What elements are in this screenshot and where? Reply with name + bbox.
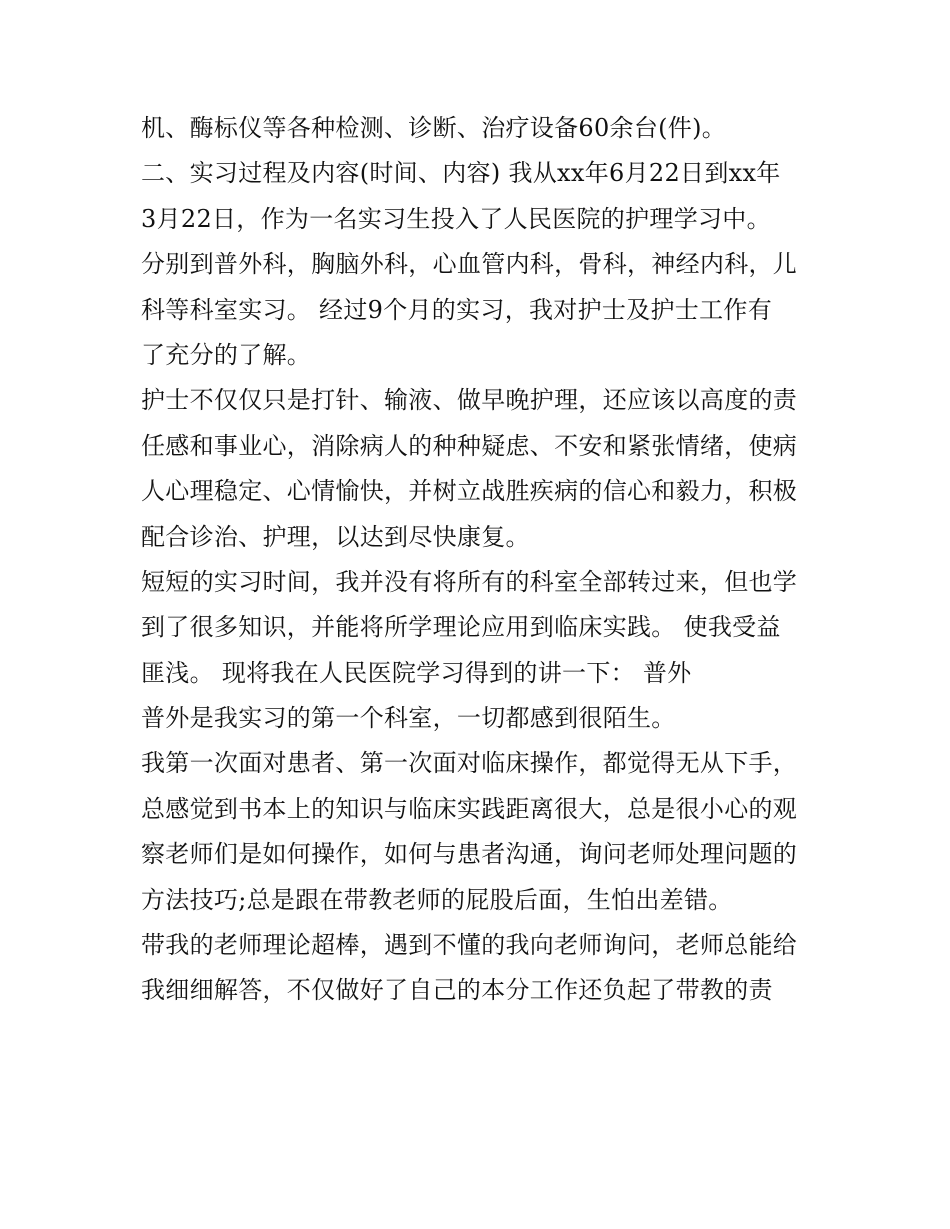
text-line: 我细细解答，不仅做好了自己的本分工作还负起了带教的责 xyxy=(141,976,773,1005)
text-line: 护士不仅仅只是打针、输液、做早晚护理，还应该以高度的责 xyxy=(141,386,798,415)
text-line: 总感觉到书本上的知识与临床实践距离很大，总是很小心的观 xyxy=(141,794,798,823)
text-line: 方法技巧;总是跟在带教老师的屁股后面，生怕出差错。 xyxy=(141,885,733,914)
text-line: 短短的实习时间，我并没有将所有的科室全部转过来，但也学 xyxy=(141,567,798,596)
text-line: 配合诊治、护理，以达到尽快康复。 xyxy=(141,522,530,551)
text-line: 普外是我实习的第一个科室，一切都感到很陌生。 xyxy=(141,704,676,733)
document-body xyxy=(141,106,821,1014)
text-line: 到了很多知识，并能将所学理论应用到临床实践。 使我受益 xyxy=(141,613,781,642)
text-line: 人心理稳定、心情愉快，并树立战胜疾病的信心和毅力，积极 xyxy=(141,477,798,506)
text-line: 任感和事业心，消除病人的种种疑虑、不安和紧张情绪，使病 xyxy=(141,431,798,460)
text-line: 3月22日，作为一名实习生投入了人民医院的护理学习中。 xyxy=(141,204,771,233)
text-line: 了充分的了解。 xyxy=(141,340,312,369)
text-line: 二、实习过程及内容(时间、内容) 我从xx年6月22日到xx年 xyxy=(141,159,781,188)
text-line: 匪浅。 现将我在人民医院学习得到的讲一下： 普外 xyxy=(141,658,692,687)
text-line: 分别到普外科，胸脑外科，心血管内科，骨科，神经内科，儿 xyxy=(141,250,798,279)
text-line: 机、酶标仪等各种检测、诊断、治疗设备60余台(件)。 xyxy=(141,114,727,142)
text-line: 我第一次面对患者、第一次面对临床操作，都觉得无从下手， xyxy=(141,749,798,778)
text-line: 科等科室实习。 经过9个月的实习，我对护士及护士工作有 xyxy=(141,295,772,324)
text-line: 带我的老师理论超棒，遇到不懂的我向老师询问，老师总能给 xyxy=(141,931,798,960)
text-line: 察老师们是如何操作，如何与患者沟通，询问老师处理问题的 xyxy=(141,840,798,869)
